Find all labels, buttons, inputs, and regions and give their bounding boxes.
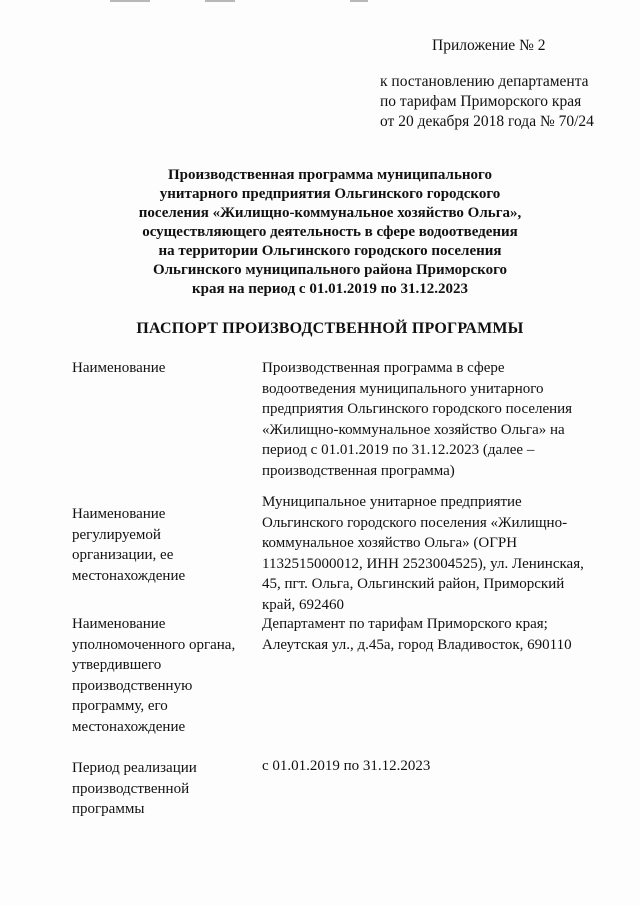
value-line: Производственная программа в сфере (262, 360, 505, 376)
passport-value (262, 756, 597, 777)
value-line: период с 01.01.2019 по 31.12.2023 (далее – (262, 442, 535, 458)
passport-value (262, 492, 597, 615)
passport-value (262, 358, 597, 481)
title-line: унитарного предприятия Ольгинского городского (159, 186, 501, 202)
passport-label (72, 504, 252, 586)
title-line: Производственная программа муниципального (168, 167, 492, 183)
appendix-line: от 20 декабря 2018 года № 70/24 (380, 113, 594, 130)
value-line: производственная программа) (262, 462, 455, 479)
label-line: программу, его (72, 698, 168, 714)
value-line: Алеутская ул., д.45а, город Владивосток, 690110 (262, 636, 572, 653)
scan-edge-mark (110, 0, 150, 2)
passport-value (262, 614, 597, 655)
label-line: организации, ее (72, 547, 174, 563)
appendix-line: к постановлению департамента (380, 73, 589, 90)
value-line: с 01.01.2019 по 31.12.2023 (262, 758, 431, 774)
value-line: 1132515000012, ИНН 2523004525), ул. Ленинская, (262, 555, 584, 572)
appendix-line: по тарифам Приморского края (380, 93, 582, 110)
label-line: программы (72, 801, 145, 817)
passport-label (72, 614, 252, 737)
passport-label (72, 758, 252, 820)
label-line: Период реализации (72, 760, 197, 776)
value-line: Ольгинского городского поселения «Жилищно- (262, 514, 568, 531)
label-line: Наименование (72, 506, 166, 522)
label-line: производственную (72, 677, 193, 694)
scan-edge-mark (205, 0, 235, 2)
scan-edge-mark (350, 0, 368, 2)
label-line: Наименование (72, 616, 166, 632)
label-line: регулируемой (72, 526, 161, 543)
label-line: местонахождение (72, 567, 186, 584)
value-line: «Жилищно-коммунальное хозяйство Ольга» на (262, 421, 565, 438)
value-line: Департамент по тарифам Приморского края; (262, 616, 548, 632)
label-line: Наименование (72, 360, 166, 376)
value-line: коммунальное хозяйство Ольга» (ОГРН (262, 535, 518, 551)
value-line: 45, пгт. Ольга, Ольгинский район, Приморский (262, 576, 565, 592)
passport-label (72, 358, 252, 379)
appendix-number: Приложение № 2 (432, 37, 546, 54)
title-line: на территории Ольгинского городского поселения (158, 243, 502, 259)
title-line: поселения «Жилищно-коммунальное хозяйство Ольга», (138, 205, 522, 221)
passport-heading: ПАСПОРТ ПРОИЗВОДСТВЕННОЙ ПРОГРАММЫ (136, 320, 524, 337)
label-line: производственной (72, 780, 190, 797)
document-title (60, 166, 600, 299)
label-line: утвердившего (72, 657, 162, 673)
title-line: Ольгинского муниципального района Приморского (152, 262, 508, 278)
title-line: осуществляющего деятельность в сфере водоотведения (142, 224, 518, 240)
title-line: края на период с 01.01.2019 по 31.12.2023 (192, 281, 468, 297)
value-line: край, 692460 (262, 596, 344, 613)
label-line: уполномоченного органа, (72, 636, 236, 653)
label-line: местонахождение (72, 718, 186, 735)
appendix-block (380, 36, 610, 132)
value-line: предприятия Ольгинского городского поселения (262, 401, 573, 417)
value-line: Муниципальное унитарное предприятие (262, 494, 522, 510)
value-line: водоотведения муниципального унитарного (262, 380, 544, 397)
